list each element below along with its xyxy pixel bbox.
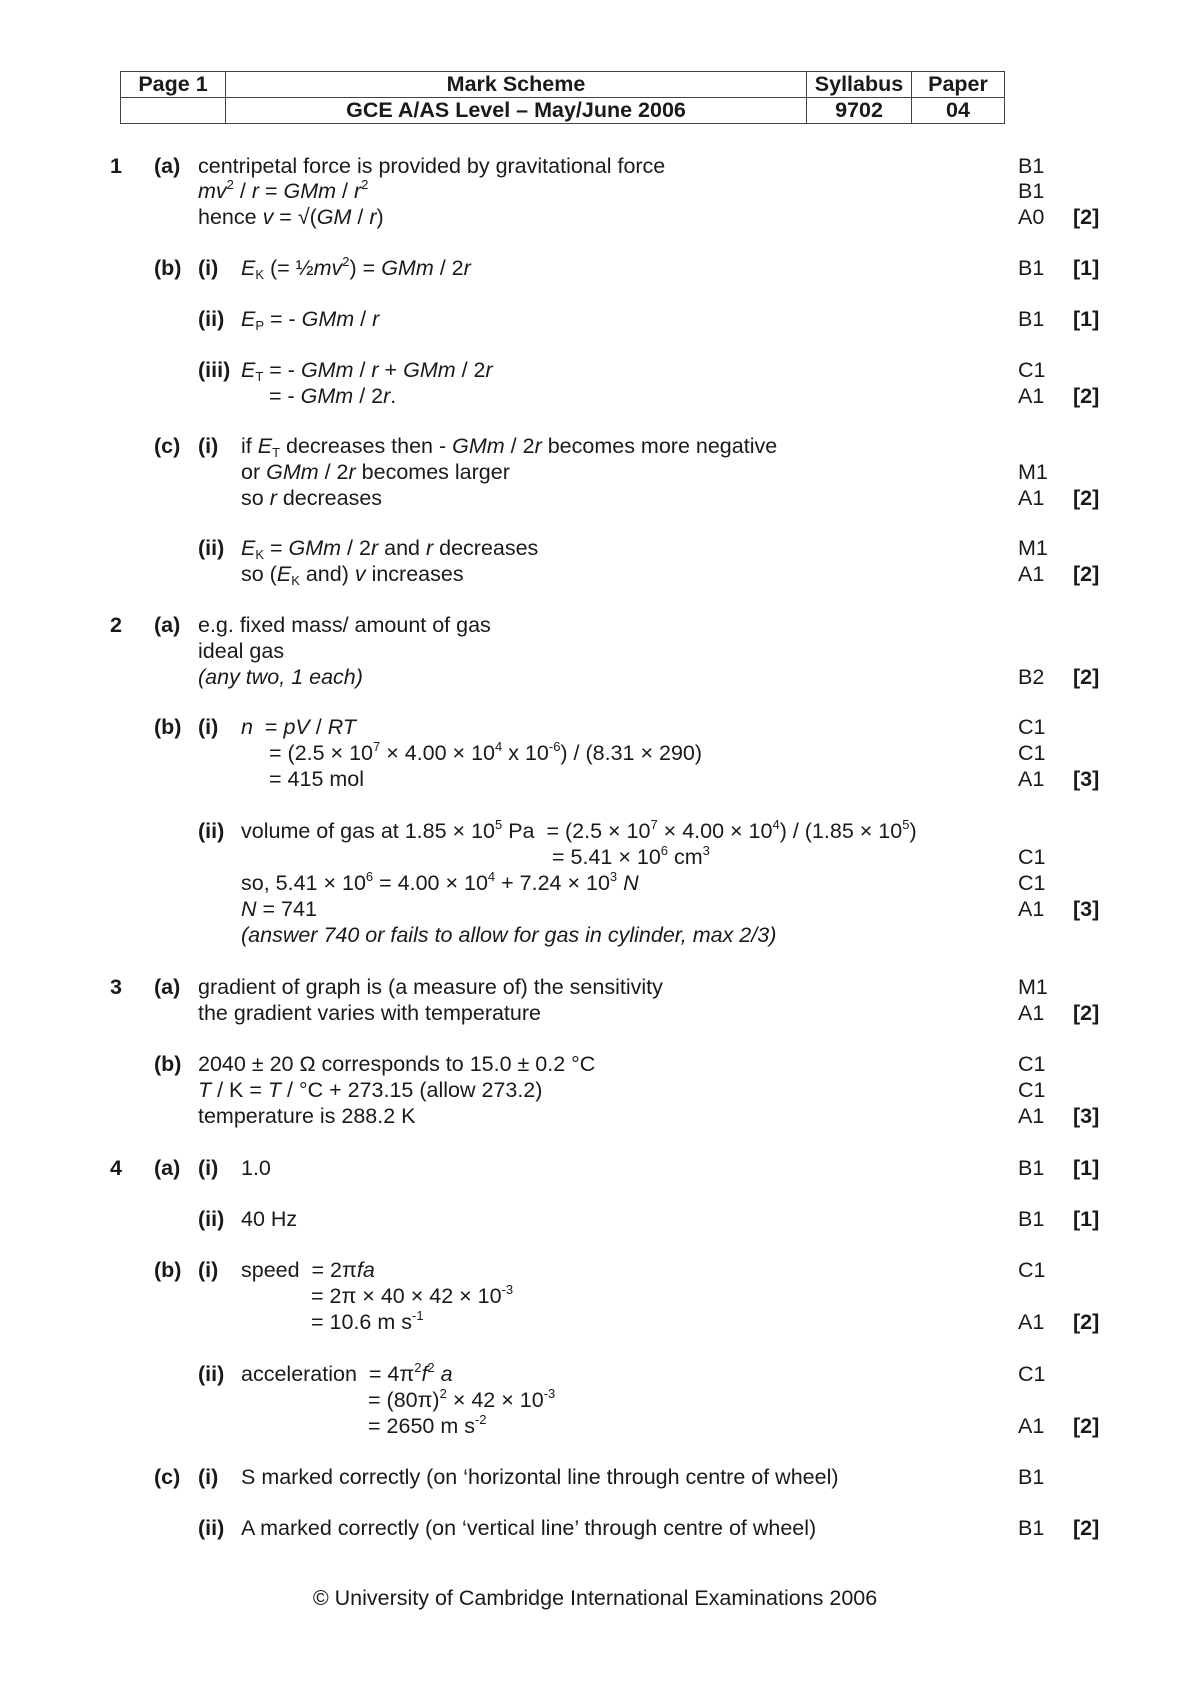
subpart-label: (i) <box>198 256 219 280</box>
formula-line: $E_T$ = - GMm / r + GMm / 2r <box>241 358 493 384</box>
mark: C1 <box>1018 1258 1046 1282</box>
total-mark: [2] <box>1073 384 1100 408</box>
part-label: (a) <box>154 975 181 999</box>
subpart-label: (i) <box>198 1156 219 1180</box>
mark: A1 <box>1018 1104 1045 1128</box>
subpart-label: (iii) <box>198 358 231 382</box>
total-mark: [2] <box>1073 1414 1100 1438</box>
paper-label: Paper <box>912 72 1005 98</box>
subpart-label: (ii) <box>198 1207 225 1231</box>
subpart-label: (ii) <box>198 536 225 560</box>
answer-line: the gradient varies with temperature <box>198 1001 541 1025</box>
formula-line: = $2\pi \times 40 \times 42 \times 10^{-3}$ <box>311 1282 514 1308</box>
mark: B1 <box>1018 154 1045 178</box>
formula-line: T / K = T / °C + 273.15 (allow 273.2) <box>198 1078 543 1102</box>
mark: C1 <box>1018 1078 1046 1102</box>
mark: A1 <box>1018 562 1045 586</box>
mark: C1 <box>1018 741 1046 765</box>
part-label: (a) <box>154 154 181 178</box>
answer-note: (answer 740 or fails to allow for gas in cylinder, max 2/3) <box>241 923 777 947</box>
mark: B1 <box>1018 1156 1045 1180</box>
total-mark: [3] <box>1073 1104 1100 1128</box>
syllabus-label: Syllabus <box>807 72 912 98</box>
total-mark: [2] <box>1073 205 1100 229</box>
formula-line: acceleration = $4\pi^2f^2$ a <box>241 1360 453 1386</box>
question-number: 3 <box>110 975 122 999</box>
mark: C1 <box>1018 871 1046 895</box>
mark: B1 <box>1018 1516 1045 1540</box>
mark: B2 <box>1018 665 1045 689</box>
mark: M1 <box>1018 975 1048 999</box>
paper-value: 04 <box>912 98 1005 124</box>
subpart-label: (i) <box>198 1465 219 1489</box>
formula-line: = 2650 m $s^{-2}$ <box>368 1412 487 1438</box>
formula-line: or GMm / 2r becomes larger <box>241 460 510 484</box>
syllabus-value: 9702 <box>807 98 912 124</box>
question-number: 1 <box>110 154 122 178</box>
formula-line: = ($2.5 \times 10^7 \times 4.00 \times 10^4$ x $10^{-6}) / (8.31 \times 290)$ <box>269 739 703 765</box>
answer-line: S marked correctly (on ‘horizontal line through centre of wheel) <box>241 1465 839 1489</box>
answer-line: 1.0 <box>241 1156 271 1180</box>
total-mark: [2] <box>1073 1516 1100 1540</box>
total-mark: [2] <box>1073 665 1100 689</box>
mark: B1 <box>1018 307 1045 331</box>
mark: C1 <box>1018 1362 1046 1386</box>
total-mark: [2] <box>1073 1001 1100 1025</box>
part-label: (a) <box>154 613 181 637</box>
mark: C1 <box>1018 845 1046 869</box>
mark: A1 <box>1018 767 1045 791</box>
mark: C1 <box>1018 715 1046 739</box>
subpart-label: (ii) <box>198 1362 225 1386</box>
formula-line: if $E_T$ decreases then - GMm / 2r becomes more negative <box>241 434 778 460</box>
page-label: Page 1 <box>121 72 226 98</box>
mark: A1 <box>1018 486 1045 510</box>
mark: A1 <box>1018 1001 1045 1025</box>
mark: A0 <box>1018 205 1045 229</box>
empty-cell <box>121 98 226 124</box>
formula-line: so r decreases <box>241 486 383 510</box>
answer-line: e.g. fixed mass/ amount of gas <box>198 613 491 637</box>
part-label: (b) <box>154 256 182 280</box>
mark: M1 <box>1018 536 1048 560</box>
subpart-label: (i) <box>198 1258 219 1282</box>
answer-line: = 415 mol <box>269 767 365 791</box>
question-number: 2 <box>110 613 122 637</box>
formula-line: = $5.41 \times 10^6$ $cm^3$ <box>552 843 710 869</box>
answer-line: A marked correctly (on ‘vertical line’ through centre of wheel) <box>241 1516 817 1540</box>
formula-line: $E_K$ (= $\frac{1}{2}mv^2$) = GMm / 2r <box>241 254 471 282</box>
part-label: (a) <box>154 1156 181 1180</box>
answer-line: 40 Hz <box>241 1207 298 1231</box>
answer-note: (any two, 1 each) <box>198 665 363 689</box>
total-mark: [1] <box>1073 307 1100 331</box>
answer-line: temperature is 288.2 K <box>198 1104 416 1128</box>
subpart-label: (i) <box>198 434 219 458</box>
total-mark: [1] <box>1073 256 1100 280</box>
part-label: (c) <box>154 1465 181 1489</box>
mark: B1 <box>1018 1465 1045 1489</box>
mark: C1 <box>1018 358 1046 382</box>
subpart-label: (ii) <box>198 307 225 331</box>
formula-line: = - GMm / 2r. <box>269 384 397 408</box>
header-table <box>120 71 1005 124</box>
total-mark: [1] <box>1073 1207 1100 1231</box>
total-mark: [2] <box>1073 1310 1100 1334</box>
mark: M1 <box>1018 460 1048 484</box>
doc-subtitle: GCE A/AS Level – May/June 2006 <box>226 98 807 124</box>
subpart-label: (ii) <box>198 819 225 843</box>
formula-line: = 10.6 m $s^{-1}$ <box>311 1308 424 1334</box>
formula-line: $mv^2$ / r = GMm / $r^2$ <box>198 177 369 203</box>
total-mark: [2] <box>1073 562 1100 586</box>
mark: B1 <box>1018 256 1045 280</box>
formula-line: N = 741 <box>241 897 317 921</box>
copyright-footer: © University of Cambridge International Examinations 2006 <box>312 1586 878 1610</box>
answer-line: ideal gas <box>198 639 285 663</box>
subpart-label: (i) <box>198 715 219 739</box>
part-label: (b) <box>154 1258 182 1282</box>
answer-line: gradient of graph is (a measure of) the sensitivity <box>198 975 663 999</box>
formula-line: $E_P$ = - GMm / r <box>241 307 380 333</box>
mark: B1 <box>1018 1207 1045 1231</box>
formula-line: so ($E_K$ and) v increases <box>241 562 464 588</box>
formula-line: volume of gas at $1.85 \times 10^5$ $Pa = (2.5 \times 10^7 \times 4.00 \times 10^4) / (1.85 \times 10^5)$ <box>241 817 917 843</box>
total-mark: [3] <box>1073 897 1100 921</box>
part-label: (b) <box>154 715 182 739</box>
part-label: (c) <box>154 434 181 458</box>
total-mark: [3] <box>1073 767 1100 791</box>
formula-line: hence v = √(GM / r) <box>198 205 384 229</box>
mark: B1 <box>1018 179 1045 203</box>
mark: A1 <box>1018 1310 1045 1334</box>
formula-line: = $(80\pi)^2 \times 42 \times 10^{-3}$ <box>368 1386 556 1412</box>
formula-line: n = pV / RT <box>241 715 356 739</box>
formula-line: so, $5.41 \times 10^6 = 4.00 \times 10^4 + 7.24 \times 10^3$ N <box>241 869 639 895</box>
mark: C1 <box>1018 1052 1046 1076</box>
answer-line: centripetal force is provided by gravitational force <box>198 154 666 178</box>
mark: A1 <box>1018 384 1045 408</box>
subpart-label: (ii) <box>198 1516 225 1540</box>
part-label: (b) <box>154 1052 182 1076</box>
total-mark: [2] <box>1073 486 1100 510</box>
doc-title: Mark Scheme <box>226 72 807 98</box>
total-mark: [1] <box>1073 1156 1100 1180</box>
formula-line: $E_K$ = GMm / 2r and r decreases <box>241 536 539 562</box>
formula-line: 2040 ± 20 Ω corresponds to 15.0 ± 0.2 °C <box>198 1052 596 1076</box>
question-number: 4 <box>110 1156 122 1180</box>
mark: A1 <box>1018 897 1045 921</box>
formula-line: speed = 2πfa <box>241 1258 375 1282</box>
mark: A1 <box>1018 1414 1045 1438</box>
